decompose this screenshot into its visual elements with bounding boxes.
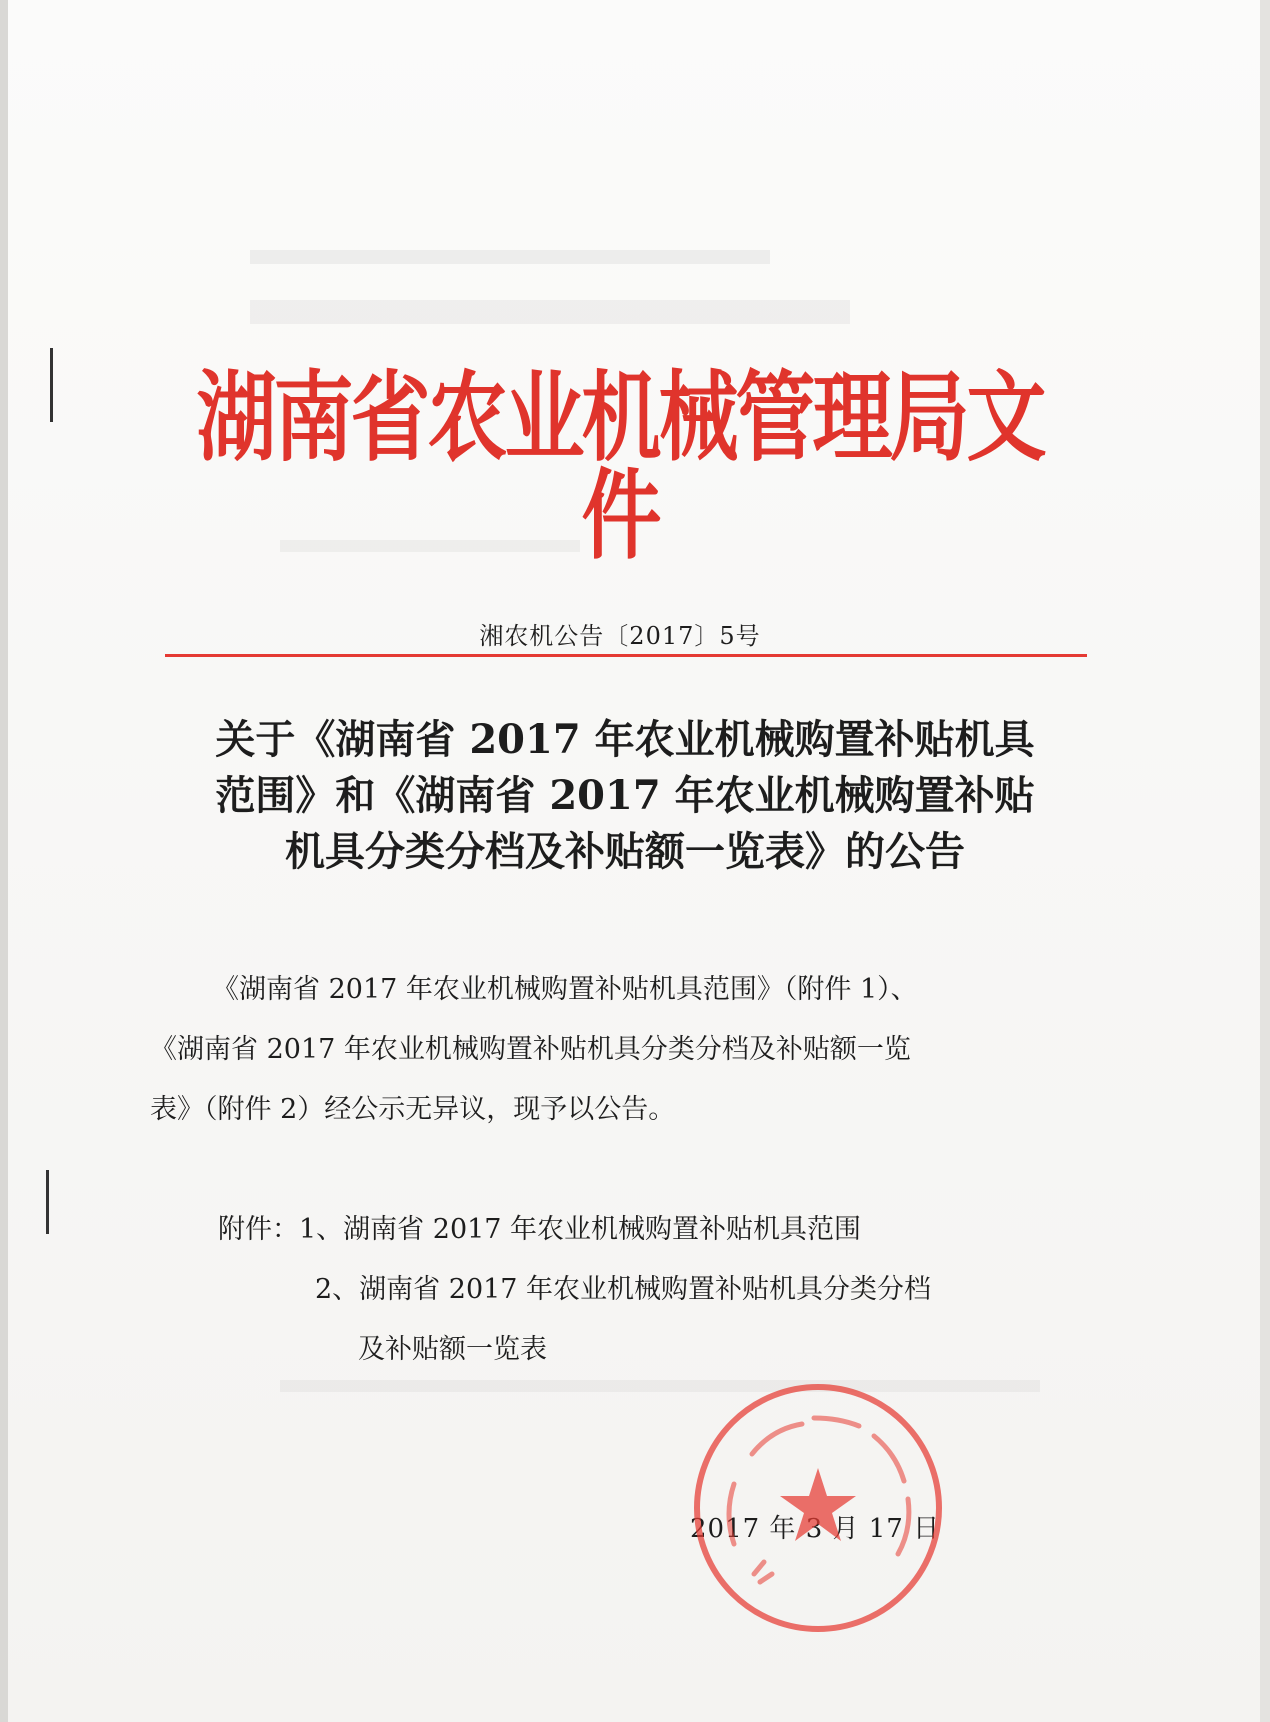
attachment-list [150,1200,1080,1380]
issue-date: 2017 年 3 月 17 日 [690,1514,941,1544]
document-number: 湘农机公告〔2017〕5号 [479,622,761,650]
body-line: 《湖南省 2017 年农业机械购置补贴机具范围》（附件 1）、 [212,974,918,1005]
issuer-heading: 湖南省农业机械管理局文件 [196,361,1044,573]
seal-star-icon [780,1468,856,1541]
attachment-item-continuation: 及补贴额一览表 [358,1334,547,1365]
announcement-title [160,712,1090,880]
title-line: 范围》和《湖南省 2017 年农业机械购置补贴 [215,772,1035,819]
attachment-item: 2、湖南省 2017 年农业机械购置补贴机具分类分档 [315,1274,932,1305]
attachment-label: 附件： [218,1214,299,1245]
bleed-through-texture [250,300,850,324]
attachment-item: 1、湖南省 2017 年农业机械购置补贴机具范围 [299,1214,862,1245]
bleed-through-texture [250,250,770,264]
red-divider [165,654,1087,657]
title-line: 机具分类分档及补贴额一览表》的公告 [285,828,965,875]
title-line: 关于《湖南省 2017 年农业机械购置补贴机具 [215,716,1035,763]
binding-mark [46,1170,49,1234]
body-line: 表》（附件 2）经公示无异议，现予以公告。 [150,1094,676,1125]
official-seal [694,1384,942,1632]
scan-edge-right [1260,0,1270,1722]
body-line: 《湖南省 2017 年农业机械购置补贴机具分类分档及补贴额一览 [150,1034,911,1065]
seal-graphic [694,1384,942,1632]
scan-edge-left [0,0,8,1722]
binding-mark [50,348,53,422]
announcement-body [150,960,1080,1140]
